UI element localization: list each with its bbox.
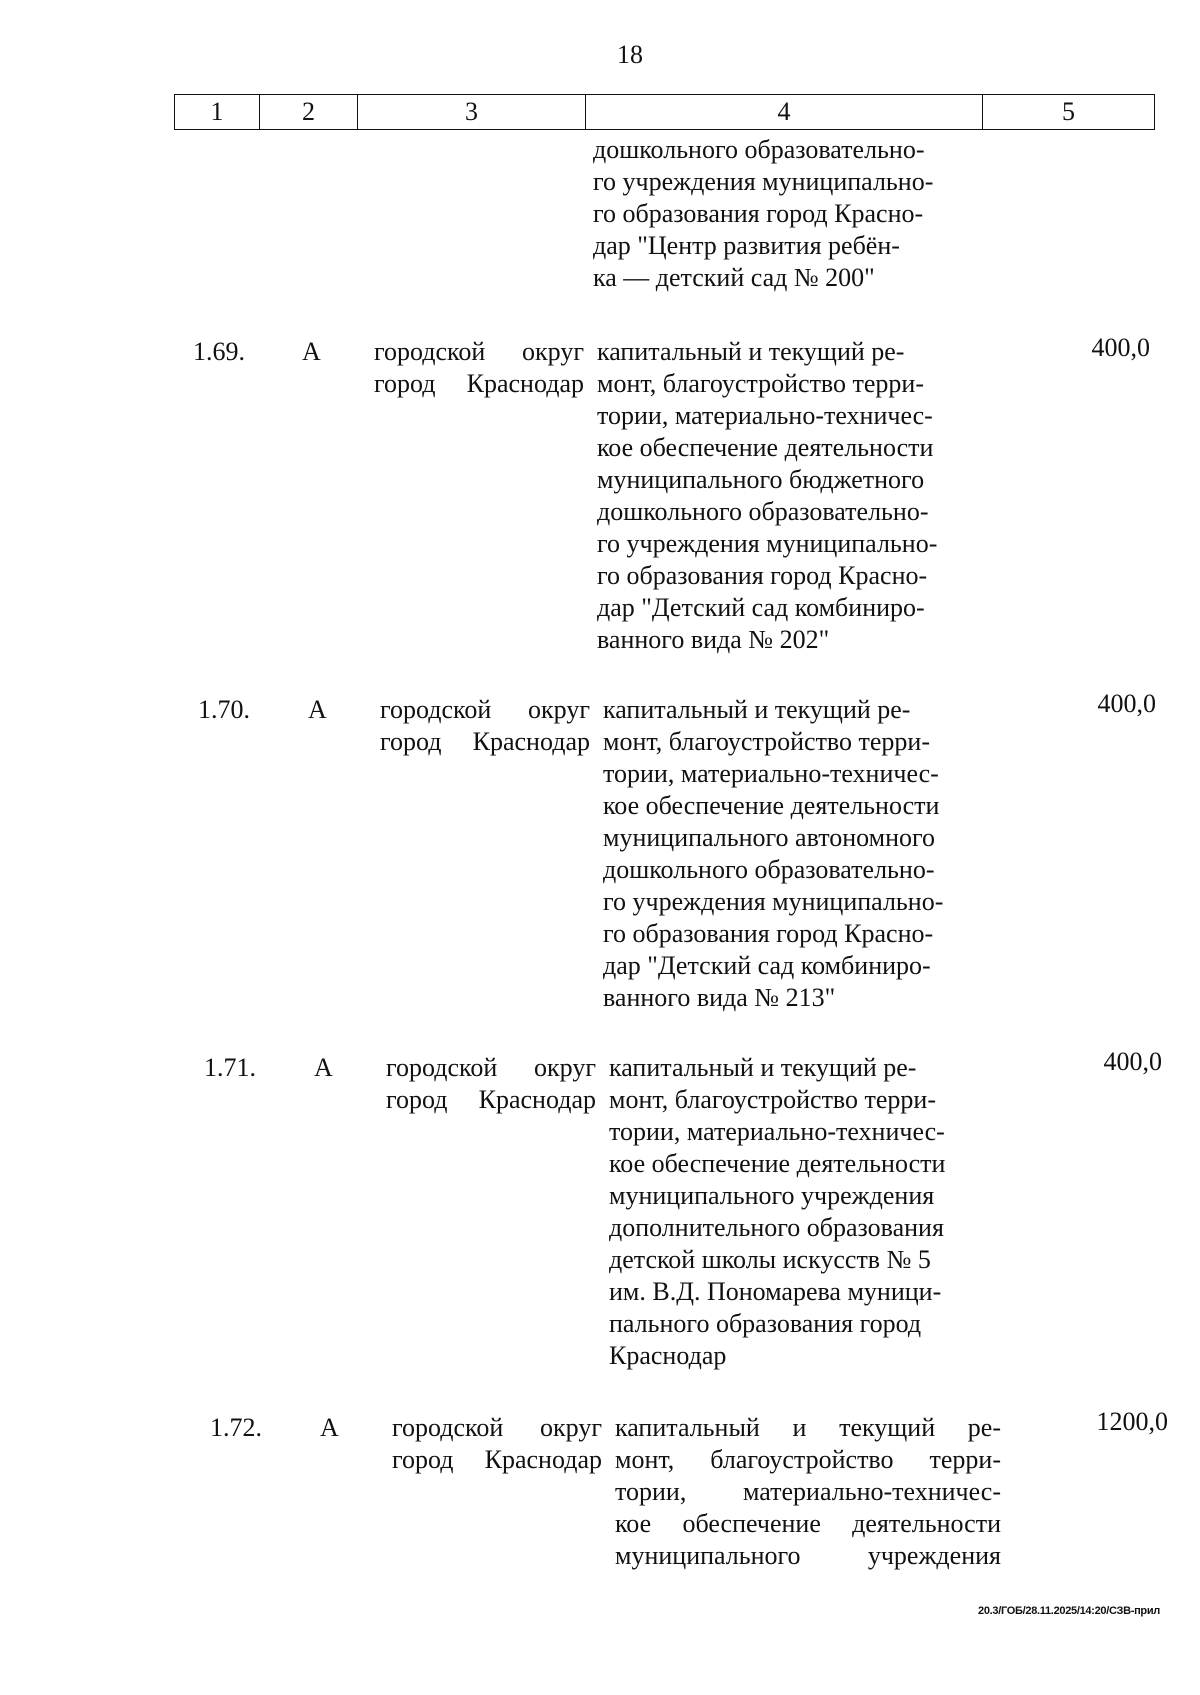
row-group: А: [320, 1413, 339, 1442]
text-line: го учреждения муниципально-: [593, 167, 934, 196]
text-line: дар "Центр развития ребён-: [593, 231, 900, 260]
row-number: 1.71.: [204, 1053, 256, 1082]
text-line: капитальный и текущий ре-: [603, 695, 911, 724]
row-amount: 1200,0: [1096, 1407, 1168, 1436]
text-line: городской округ: [374, 337, 584, 366]
text-line: ка — детский сад № 200": [593, 263, 875, 292]
text-line: кое обеспечение деятельности: [603, 791, 940, 820]
text-line: муниципального учреждения: [609, 1181, 935, 1210]
text-line: пального образования город: [609, 1309, 922, 1338]
row-group: А: [314, 1053, 333, 1082]
header-col-3: 3: [358, 95, 586, 130]
row-amount: 400,0: [1097, 689, 1156, 718]
text-line: дошкольного образовательно-: [603, 855, 935, 884]
text-line: Краснодар: [609, 1341, 727, 1370]
text-line: детской школы искусств № 5: [609, 1245, 931, 1274]
text-line: капитальный и текущий ре-: [609, 1053, 917, 1082]
text-line: монт, благоустройство терри-: [597, 369, 925, 398]
row-purpose: [615, 1412, 1001, 1572]
text-line: тории, материально-техничес-: [597, 401, 933, 430]
text-line: капитальный и текущий ре-: [597, 337, 905, 366]
text-line: монт, благоустройство терри-: [603, 727, 931, 756]
row-group: А: [308, 695, 327, 724]
text-line: монт, благоустройство терри-: [615, 1445, 1001, 1474]
row-number: 1.69.: [193, 337, 245, 366]
row-number: 1.70.: [198, 695, 250, 724]
row-amount: 400,0: [1091, 333, 1150, 362]
row-purpose: [609, 1052, 995, 1372]
row-number: 1.72.: [210, 1413, 262, 1442]
text-line: го образования город Красно-: [603, 919, 934, 948]
text-line: монт, благоустройство терри-: [609, 1085, 937, 1114]
text-line: дар "Детский сад комбиниро-: [597, 593, 925, 622]
row-amount: 400,0: [1103, 1047, 1162, 1076]
text-line: дошкольного образовательно-: [597, 497, 929, 526]
text-line: го образования город Красно-: [597, 561, 928, 590]
row-territory: [386, 1052, 596, 1116]
text-line: кое обеспечение деятельности: [609, 1149, 946, 1178]
text-line: го образования город Красно-: [593, 199, 924, 228]
text-line: тории, материально-техничес-: [609, 1117, 945, 1146]
text-line: ванного вида № 202": [597, 625, 830, 654]
text-line: капитальный и текущий ре-: [615, 1413, 1001, 1442]
text-line: им. В.Д. Пономарева муници-: [609, 1277, 942, 1306]
page-number: 18: [617, 40, 643, 69]
row-group: А: [302, 337, 321, 366]
header-col-2: 2: [260, 95, 358, 130]
row-territory: [380, 694, 590, 758]
text-line: город Краснодар: [380, 727, 590, 756]
footer-code: 20.3/ГОБ/28.11.2025/14:20/СЗВ-прил: [978, 1605, 1160, 1617]
text-line: муниципального бюджетного: [597, 465, 925, 494]
row-territory: [392, 1412, 602, 1476]
text-line: городской округ: [386, 1053, 596, 1082]
text-line: муниципального учреждения: [615, 1541, 1001, 1570]
text-line: город Краснодар: [392, 1445, 602, 1474]
text-line: го учреждения муниципально-: [597, 529, 938, 558]
text-line: кое обеспечение деятельности: [597, 433, 934, 462]
row-territory: [374, 336, 584, 400]
text-line: тории, материально-техничес-: [615, 1477, 1001, 1506]
text-line: городской округ: [380, 695, 590, 724]
text-line: город Краснодар: [374, 369, 584, 398]
text-line: город Краснодар: [386, 1085, 596, 1114]
text-line: дар "Детский сад комбиниро-: [603, 951, 931, 980]
text-line: кое обеспечение деятельности: [615, 1509, 1001, 1538]
header-col-4: 4: [586, 95, 983, 130]
text-line: дополнительного образования: [609, 1213, 944, 1242]
text-line: муниципального автономного: [603, 823, 936, 852]
row-purpose: [597, 336, 983, 656]
table-header: [174, 94, 1155, 130]
continuation-purpose: [593, 134, 979, 294]
header-col-5: 5: [983, 95, 1155, 130]
header-col-1: 1: [175, 95, 260, 130]
text-line: го учреждения муниципально-: [603, 887, 944, 916]
text-line: тории, материально-техничес-: [603, 759, 939, 788]
row-purpose: [603, 694, 989, 1014]
text-line: дошкольного образовательно-: [593, 135, 925, 164]
text-line: городской округ: [392, 1413, 602, 1442]
text-line: ванного вида № 213": [603, 983, 836, 1012]
